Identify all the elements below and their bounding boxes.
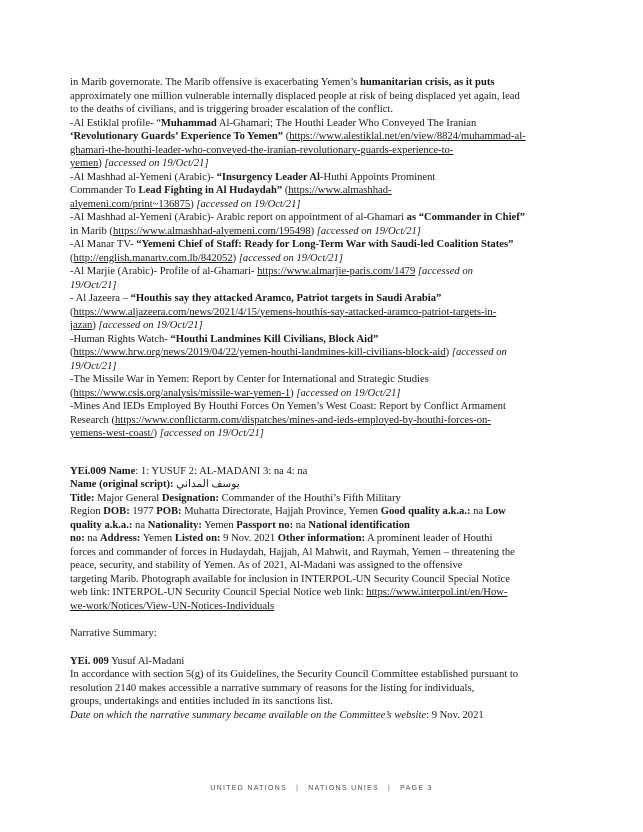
text-run: to the deaths of civilians, and is triggering broader escalation of the conflict. [70, 104, 394, 115]
text-run: Research ( [70, 414, 115, 426]
text-run: “Houthi Landmines Kill Civilians, Block Aid” [170, 333, 379, 345]
text-line [70, 292, 582, 306]
text-run: - Al Jazeera – [70, 293, 131, 304]
text-run: Yusuf Al-Madani [108, 655, 185, 667]
text-run: [accessed on 19/Oct/21] [316, 225, 421, 237]
text-run: [accessed on 19/Oct/21] [159, 428, 264, 439]
text-run: as “Commander in Chief” [406, 212, 526, 223]
link[interactable]: https://www.aljazeera.com/news/2021/4/15/yemens-houthis-say-attacked-aramco-patriot-targets-in- [73, 306, 497, 318]
text-run: ) [310, 225, 317, 237]
text-run: 1977 [129, 506, 157, 517]
text-line [70, 478, 582, 492]
text-line [70, 238, 582, 252]
text-run: Name (original script): [70, 479, 174, 490]
text-line [70, 600, 582, 614]
page-footer [0, 785, 643, 792]
text-run: forces and commander of forces in Hudaydah, Hajjah, Al Mahwit, and Raymah, Yemen – threatening the [70, 546, 515, 558]
text-run: : 1: YUSUF 2: AL-MADANI 3: na 4: na [135, 465, 308, 477]
text-run: Commander of the Houthi’s Fifth Military [218, 492, 401, 504]
text-line [70, 682, 582, 696]
text-run: “Yemeni Chief of Staff: Ready for Long-Term War with Saudi-led Coalition States” [136, 239, 514, 250]
text-run: humanitarian crisis, as it puts [359, 77, 495, 88]
text-run: 19/Oct/21] [70, 279, 117, 291]
text-run: -Al Mashhad al-Yemeni (Arabic)- Arabic report on appointment of al-Ghamari [70, 212, 407, 223]
text-line [70, 306, 582, 320]
text-line [70, 427, 582, 441]
text-run: ( [70, 387, 74, 399]
text-line [70, 519, 582, 533]
text-run: ) [190, 198, 197, 210]
text-line [70, 117, 582, 131]
text-run: peace, security, and stability of Yemen. As of 2021, Al-Madani was assigned to the offensive [70, 560, 463, 571]
text-run: -Mines And IEDs Employed By Houthi Forces On Yemen’s West Coast: Report by Conflict Armament [70, 401, 506, 412]
text-run: Designation: [161, 492, 219, 504]
text-run: Listed on: [174, 533, 221, 544]
text-run: YEi. 009 [70, 655, 109, 667]
text-run: [accessed on 19/Oct/21] [196, 198, 301, 210]
text-line [70, 387, 582, 401]
link[interactable]: https://www.conflictarm.com/dispatches/mines-and-ieds-employed-by-houthi-forces-on- [115, 414, 491, 426]
text-run: Muhatta Directorate, Hajjah Province, Yemen [181, 506, 381, 517]
text-run: ) [445, 347, 452, 358]
text-line [70, 252, 582, 266]
link[interactable]: jazan [70, 320, 93, 331]
text-line [70, 157, 582, 171]
text-run: ) [290, 387, 297, 399]
text-run: Low [485, 506, 506, 517]
text-run: ( [282, 185, 289, 196]
text-run: -Al Marjie (Arabic)- Profile of al-Ghamari- [70, 266, 258, 277]
footer-nations-unies: NATIONS UNIES [308, 785, 380, 792]
footer-separator: | [296, 785, 300, 792]
text-line [70, 695, 582, 709]
text-run: 9 Nov. 2021 [220, 533, 278, 544]
document-body [70, 76, 582, 722]
text-run: YEi.009 Name [70, 465, 136, 477]
text-run: Title: [70, 492, 95, 504]
text-line [70, 709, 582, 723]
text-run: “Houthis say they attacked Aramco, Patriot targets in Saudi Arabia” [130, 293, 442, 304]
text-line [70, 211, 582, 225]
text-line [70, 505, 582, 519]
text-run: Lead Fighting in Al Hudaydah” [138, 185, 283, 196]
text-run: ) [153, 428, 160, 439]
text-run: -The Missile War in Yemen: Report by Center for International and Strategic Studies [70, 374, 429, 385]
text-run: -Al Estiklal profile- “ [70, 117, 161, 129]
text-run: [accessed on 19/Oct/21] [104, 158, 209, 169]
text-line [70, 76, 582, 90]
text-run: targeting Marib. Photograph available for inclusion in INTERPOL-UN Security Council Special Notice [70, 573, 510, 585]
text-run: no: [70, 533, 85, 544]
text-run: ( [70, 252, 74, 264]
text-run: POB: [156, 506, 182, 517]
link[interactable]: yemens-west-coast/ [70, 428, 154, 439]
text-run: na [470, 506, 486, 517]
text-line [70, 225, 582, 239]
link[interactable]: https://www.almashhad- [288, 185, 392, 196]
text-run: [accessed on 19/Oct/21] [98, 320, 203, 331]
link[interactable]: yemen [70, 158, 99, 169]
text-run: Commander To [70, 185, 139, 196]
footer-page-number: PAGE 3 [400, 785, 433, 792]
text-run: Address: [100, 533, 141, 544]
text-run: : 9 Nov. 2021 [426, 709, 484, 721]
link[interactable]: alyemeni.com/print~136875 [70, 198, 191, 210]
text-run: ) [98, 158, 105, 169]
text-line [70, 492, 582, 506]
footer-separator: | [388, 785, 392, 792]
text-run: 19/Oct/21] [70, 360, 117, 372]
text-run: Yemen [140, 533, 175, 544]
text-run: na [293, 519, 309, 531]
text-line [70, 198, 582, 212]
text-run: يوسف المداني [173, 479, 240, 490]
text-line [70, 573, 582, 587]
link[interactable]: ghamari-the-houthi-leader-who-conveyed-the-iranian-revolutionary-guards-experience-to- [70, 144, 454, 156]
text-run: Region [70, 506, 104, 517]
text-run: In accordance with section 5(g) of its Guidelines, the Security Council Committee established pursuant to [70, 669, 519, 680]
text-run: [accessed on 19/Oct/21] [238, 252, 343, 264]
text-run: Nationality: [147, 519, 202, 531]
link[interactable]: https://www.interpol.int/en/How- [366, 587, 508, 598]
text-run: [accessed on [451, 347, 507, 358]
text-run: in Marib governorate. The Marib offensive is exacerbating Yemen’s [70, 77, 360, 88]
text-line [70, 184, 582, 198]
text-run: Muhammad [160, 117, 217, 129]
text-line [70, 144, 582, 158]
text-line [70, 668, 582, 682]
text-line [70, 279, 582, 293]
text-run: Yemen [201, 519, 237, 531]
text-run: A prominent leader of Houthi [365, 533, 493, 544]
text-line [70, 400, 582, 414]
text-run: [accessed on [417, 266, 473, 277]
text-run: web link: INTERPOL-UN Security Council Special Notice web link: [70, 587, 367, 598]
text-line [70, 90, 582, 104]
text-line [70, 465, 582, 479]
text-line [70, 360, 582, 374]
text-line [70, 319, 582, 333]
text-line [70, 346, 582, 360]
text-run: ( [70, 347, 74, 358]
text-run: DOB: [103, 506, 130, 517]
link[interactable]: https://www.almashhad-alyemeni.com/195498 [112, 225, 311, 237]
text-run: -Human Rights Watch- [70, 333, 171, 345]
text-line [70, 130, 582, 144]
text-run: ( [70, 306, 74, 318]
text-run: ( [283, 131, 290, 142]
footer-united-nations: UNITED NATIONS [210, 785, 288, 792]
text-line [70, 546, 582, 560]
text-line [70, 373, 582, 387]
text-run: “Insurgency Leader Al [216, 171, 321, 183]
text-line [70, 559, 582, 573]
text-line [70, 586, 582, 600]
link[interactable]: https://www.almarjie-paris.com/1479 [257, 266, 416, 277]
link[interactable]: https://www.csis.org/analysis/missile-war-yemen-1 [73, 387, 291, 399]
text-line [70, 655, 582, 669]
text-run: na [84, 533, 101, 544]
text-run: ) [232, 252, 239, 264]
link[interactable]: https://www.alestiklal.net/en/view/8824/muhammad-al- [289, 131, 526, 142]
text-run: quality a.k.a.: [70, 519, 133, 531]
text-run: approximately one million vulnerable internally displaced people at risk of being displaced yet again, lead [70, 90, 520, 102]
text-run: -Huthi Appoints Prominent [320, 171, 436, 183]
text-run: Al-Ghamari; The Houthi Leader Who Conveyed The Iranian [216, 117, 477, 129]
text-line [70, 333, 582, 347]
text-run: na [132, 519, 148, 531]
text-run: -Al Mashhad al-Yemeni (Arabic)- [70, 171, 217, 183]
link[interactable]: we-work/Notices/View-UN-Notices-Individuals [70, 600, 275, 612]
text-run: -Al Manar TV- [70, 239, 137, 250]
text-line [70, 627, 582, 641]
text-run: Passport no: [236, 519, 294, 531]
text-line [70, 103, 582, 117]
text-run: Narrative Summary: [70, 628, 157, 639]
text-line [70, 171, 582, 185]
text-run: Date on which the narrative summary became available on the Committee’s website [70, 709, 427, 721]
link[interactable]: http://english.manartv.com.lb/842052 [73, 252, 233, 264]
text-run: Good quality a.k.a.: [380, 506, 471, 517]
text-run: Other information: [277, 533, 365, 544]
text-run: [accessed on 19/Oct/21] [296, 387, 401, 399]
text-run: in Marib ( [70, 225, 113, 237]
text-run: ) [92, 320, 99, 331]
text-run: ‘Revolutionary Guards’ Experience To Yemen” [70, 131, 284, 142]
text-line [70, 414, 582, 428]
text-line [70, 532, 582, 546]
link[interactable]: https://www.hrw.org/news/2019/04/22/yemen-houthi-landmines-kill-civilians-block-aid [73, 347, 446, 358]
text-run: groups, undertakings and entities included in its sanctions list. [70, 696, 334, 707]
text-run: National identification [308, 519, 410, 531]
text-run: Major General [94, 492, 162, 504]
text-run: resolution 2140 makes accessible a narrative summary of reasons for the listing for individuals, [70, 682, 475, 694]
text-line [70, 265, 582, 279]
